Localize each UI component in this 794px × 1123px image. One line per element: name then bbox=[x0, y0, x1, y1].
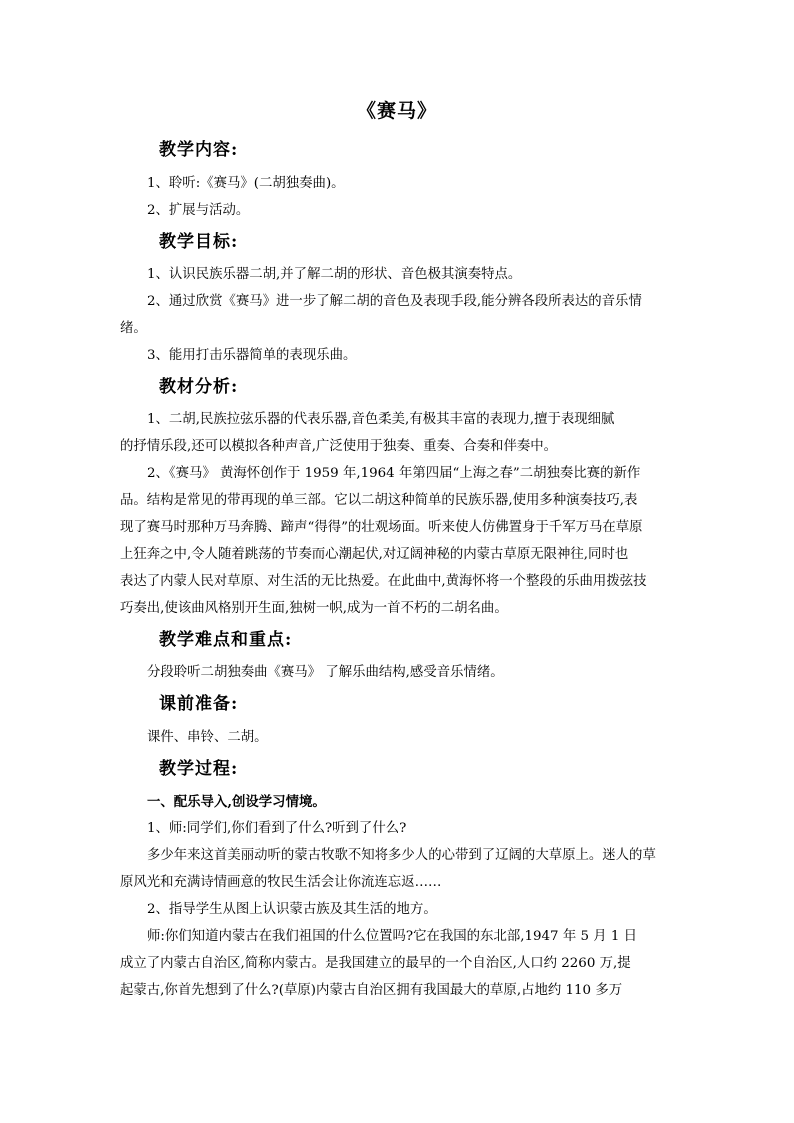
analysis-line-1: 1、二胡,民族拉弦乐器的代表乐器,音色柔美,有极其丰富的表现力,擅于表现细腻 bbox=[147, 412, 615, 427]
content-line-2: 2、扩展与活动。 bbox=[147, 203, 250, 218]
keypoints-line-1: 分段聆听二胡独奏曲《赛马》 了解乐曲结构,感受音乐情绪。 bbox=[147, 665, 504, 680]
process-line-1: 1、师:同学们,你们看到了什么?听到了什么? bbox=[147, 821, 407, 836]
heading-teaching-content: 教学内容: bbox=[159, 140, 239, 160]
process-line-7: 起蒙古,你首先想到了什么?(草原)内蒙古自治区拥有我国最大的草原,占地约 110 多万 bbox=[120, 983, 623, 998]
analysis-line-3: 2、《赛马》 黄海怀创作于 1959 年,1964 年第四届“上海之春”二胡独奏比赛的新作 bbox=[147, 466, 641, 481]
process-line-6: 成立了内蒙古自治区,简称内蒙古。是我国建立的最早的一个自治区,人口约 2260 万,提 bbox=[120, 956, 631, 971]
process-line-3: 原风光和充满诗情画意的牧民生活会让你流连忘返…… bbox=[120, 875, 442, 890]
goals-line-1: 1、认识民族乐器二胡,并了解二胡的形状、音色极其演奏特点。 bbox=[147, 267, 522, 282]
process-line-4: 2、指导学生从图上认识蒙古族及其生活的地方。 bbox=[147, 902, 437, 917]
process-subheading: 一、配乐导入,创设学习情境。 bbox=[147, 794, 326, 810]
analysis-line-4: 品。结构是常见的带再现的单三部。它以二胡这种简单的民族乐器,使用多种演奏技巧,表 bbox=[120, 493, 638, 508]
goals-line-2: 2、通过欣赏《赛马》进一步了解二胡的音色及表现手段,能分辨各段所表达的音乐情 bbox=[147, 294, 642, 309]
prep-line-1: 课件、串铃、二胡。 bbox=[147, 730, 268, 745]
heading-difficulties-keypoints: 教学难点和重点: bbox=[159, 630, 293, 650]
heading-teaching-process: 教学过程: bbox=[159, 759, 239, 779]
goals-line-4: 3、能用打击乐器简单的表现乐曲。 bbox=[147, 348, 357, 363]
heading-teaching-goals: 教学目标: bbox=[159, 232, 239, 252]
analysis-line-8: 巧奏出,使该曲风格别开生面,独树一帜,成为一首不朽的二胡名曲。 bbox=[120, 601, 508, 616]
goals-line-3: 绪。 bbox=[120, 321, 147, 336]
process-line-5: 师:你们知道内蒙古在我们祖国的什么位置吗?它在我国的东北部,1947 年 5 月 1 日 bbox=[147, 929, 638, 944]
analysis-line-6: 上狂奔之中,令人随着跳荡的节奏而心潮起伏,对辽阔神秘的内蒙古草原无限神往,同时也 bbox=[120, 547, 629, 562]
heading-class-preparation: 课前准备: bbox=[159, 694, 239, 714]
process-line-2: 多少年来这首美丽动听的蒙古牧歌不知将多少人的心带到了辽阔的大草原上。迷人的草 bbox=[147, 848, 656, 863]
analysis-line-5: 现了赛马时那种万马奔腾、蹄声“得得”的壮观场面。听来使人仿佛置身于千军万马在草原 bbox=[120, 520, 643, 535]
content-line-1: 1、聆听:《赛马》(二胡独奏曲)。 bbox=[147, 176, 345, 191]
analysis-line-7: 表达了内蒙人民对草原、对生活的无比热爱。在此曲中,黄海怀将一个整段的乐曲用拨弦技 bbox=[120, 574, 647, 589]
heading-material-analysis: 教材分析: bbox=[159, 377, 239, 397]
analysis-line-2: 的抒情乐段,还可以模拟各种声音,广泛使用于独奏、重奏、合奏和伴奏中。 bbox=[120, 439, 558, 454]
document-title: 《赛马》 bbox=[356, 100, 437, 122]
